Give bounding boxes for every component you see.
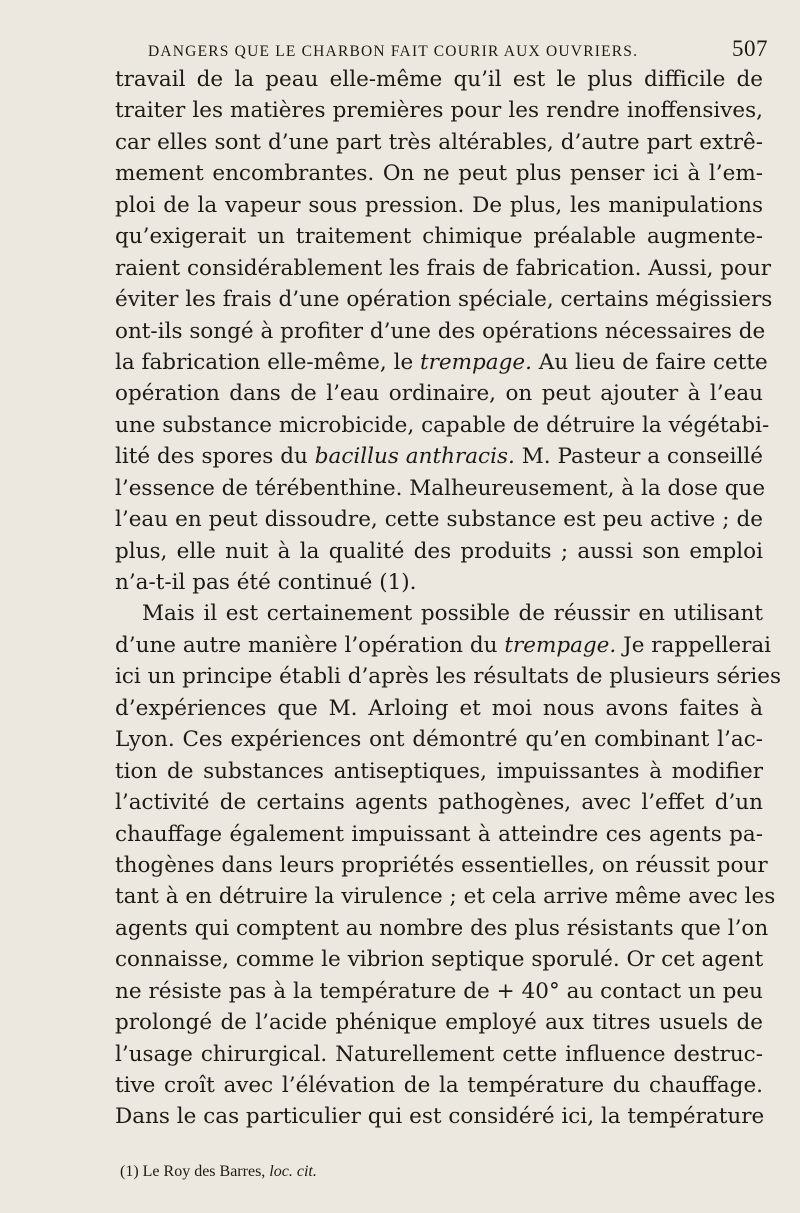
text-line: Dans le cas particulier qui est considéré ici, la température (115, 1104, 765, 1130)
page-number: 507 (732, 36, 768, 61)
text-line: ne résiste pas à la température de + 40° au contact un peu (115, 978, 763, 1004)
text-line: ici un principe établi d’après les résultats de plusieurs séries (115, 664, 782, 690)
text-line: raient considérablement les frais de fabrication. Aussi, pour (115, 255, 772, 281)
text-line: l’eau en peut dissoudre, cette substance est peu active ; de (115, 507, 763, 533)
footnote-text: Le Roy des Barres, loc. cit. (142, 1163, 317, 1180)
text-line: ont-ils songé à profiter d’une des opérations nécessaires de (115, 318, 766, 344)
text-line: une substance microbicide, capable de détruire la végétabi- (115, 412, 770, 438)
running-header (148, 36, 768, 62)
text-line: lité des spores du bacillus anthracis. M. Pasteur a conseillé (115, 444, 763, 470)
text-line: ploi de la vapeur sous pression. De plus, les manipulations (115, 192, 763, 218)
text-line: prolongé de l’acide phénique employé aux titres usuels de (115, 1010, 763, 1036)
text-line: connaisse, comme le vibrion septique sporulé. Or cet agent (115, 947, 764, 973)
footnote-marker: (1) (120, 1163, 139, 1180)
text-line: car elles sont d’une part très altérables, d’autre part extrê- (115, 129, 763, 155)
text-line: tive croît avec l’élévation de la température du chauffage. (115, 1073, 763, 1098)
text-line: l’activité de certains agents pathogènes, avec l’effet d’un (115, 790, 763, 816)
footnote (120, 1163, 317, 1181)
text-line: tant à en détruire la virulence ; et cela arrive même avec les (115, 884, 776, 910)
text-line: l’essence de térébenthine. Malheureusement, à la dose que (115, 475, 766, 501)
text-line: l’usage chirurgical. Naturellement cette influence destruc- (115, 1041, 763, 1067)
text-line: plus, elle nuit à la qualité des produits ; aussi son emploi (115, 538, 763, 564)
text-line: éviter les frais d’une opération spéciale, certains mégissiers (115, 287, 773, 313)
text-line: d’une autre manière l’opération du trempage. Je rappellerai (115, 632, 772, 658)
text-line: thogènes dans leurs propriétés essentielles, on réussit pour (115, 852, 768, 878)
text-line: mement encombrantes. On ne peut plus penser ici à l’em- (115, 161, 763, 187)
text-line: tion de substances antiseptiques, impuissantes à modifier (115, 758, 763, 784)
text-line: chauffage également impuissant à atteindre ces agents pa- (115, 821, 763, 847)
text-line: qu’exigerait un traitement chimique préalable augmente- (115, 224, 763, 250)
text-line: d’expériences que M. Arloing et moi nous avons faites à (115, 695, 763, 721)
running-title: DANGERS QUE LE CHARBON FAIT COURIR AUX OUVRIERS. (148, 43, 639, 60)
text-line: Lyon. Ces expériences ont démontré qu’en combinant l’ac- (115, 727, 763, 753)
text-line: agents qui comptent au nombre des plus résistants que l’on (115, 915, 769, 941)
text-line: traiter les matières premières pour les rendre inoffensives, (115, 98, 763, 124)
text-line: n’a-t-il pas été continué (1). (115, 570, 417, 595)
text-line: Mais il est certainement possible de réussir en utilisant (142, 601, 763, 627)
body-text (115, 64, 782, 1133)
text-line: la fabrication elle-même, le trempage. Au lieu de faire cette (115, 349, 768, 375)
text-line: travail de la peau elle-même qu’il est le plus difficile de (115, 67, 763, 92)
text-line: opération dans de l’eau ordinaire, on peut ajouter à l’eau (115, 381, 763, 407)
